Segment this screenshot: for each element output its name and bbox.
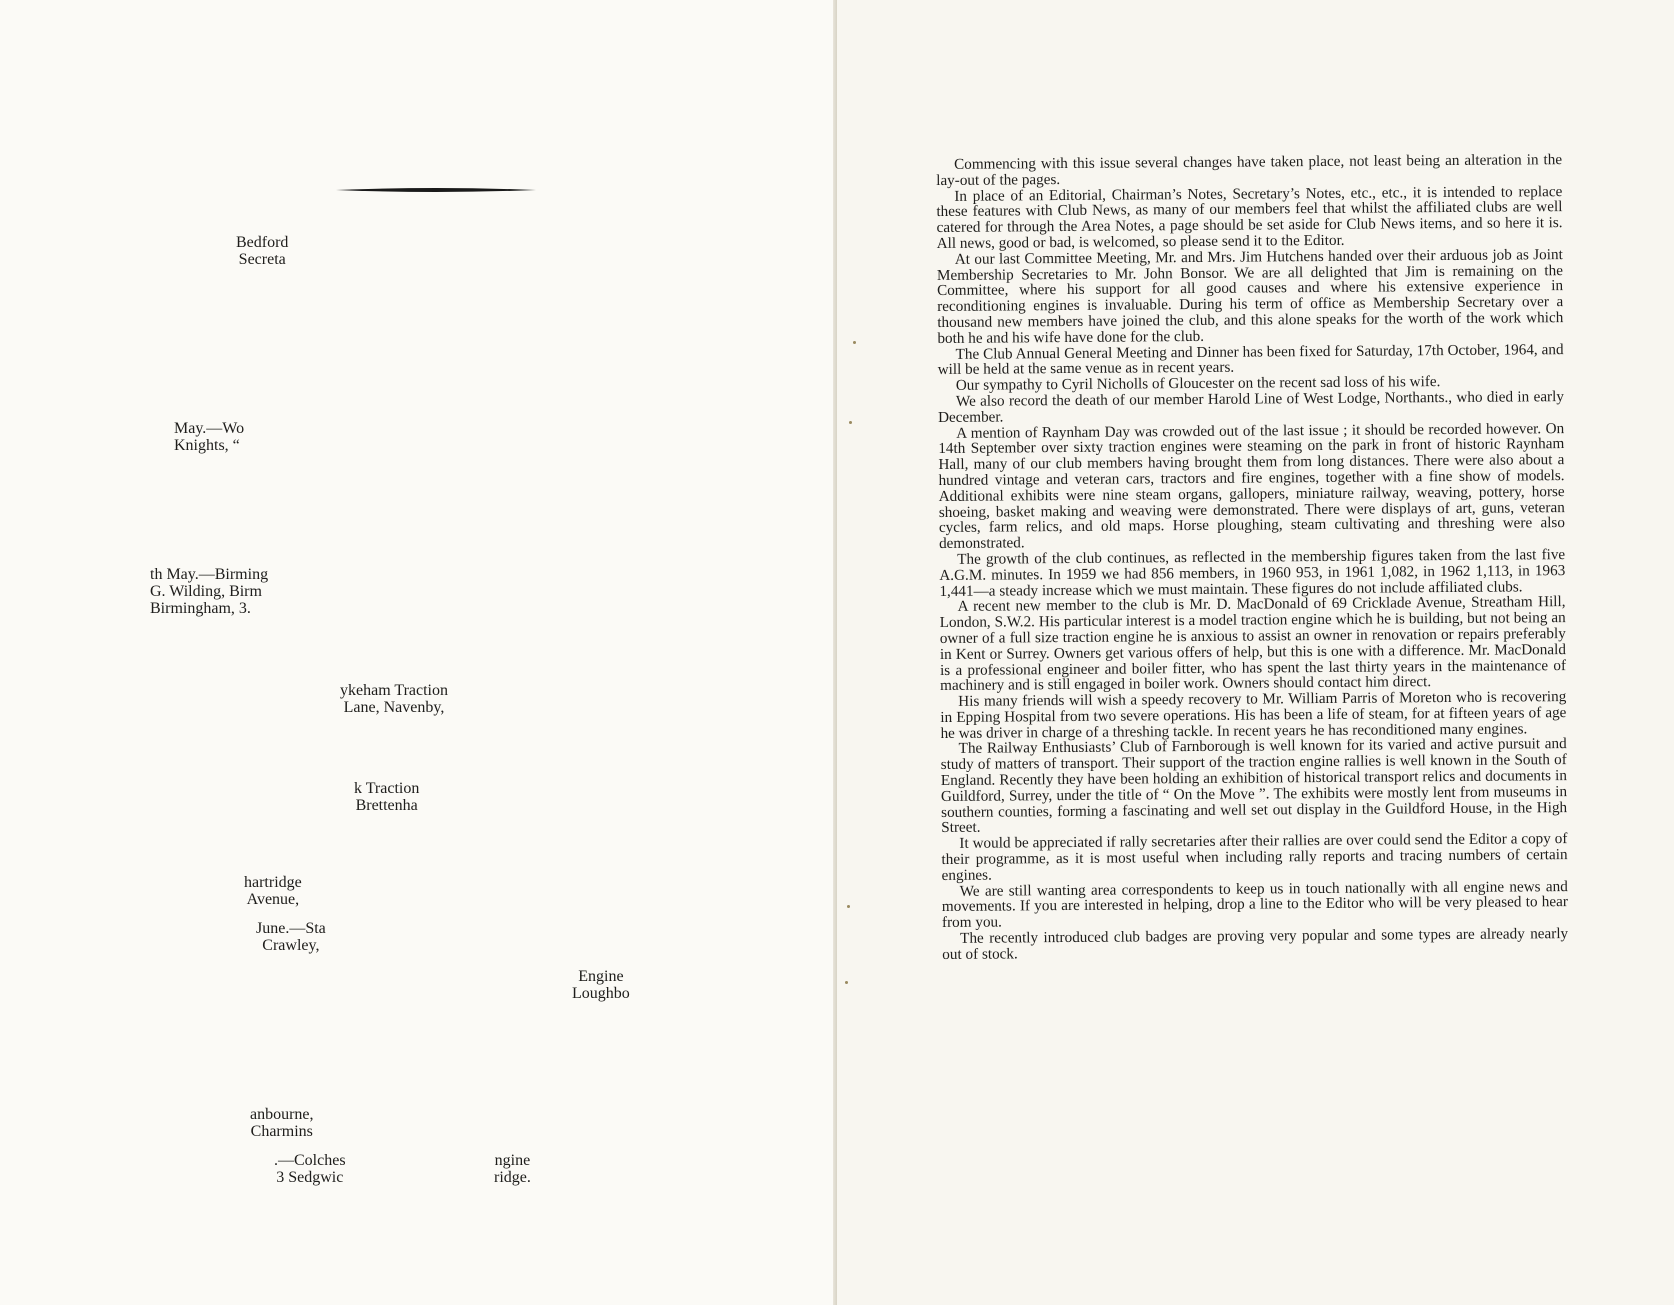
- fragment-line: June.—Sta: [256, 920, 326, 937]
- article-paragraph: We are still wanting area correspondents to keep us in touch nationally with all engine news and movements. If you are interested in helping, drop a line to the Editor who will be very pleased to hear from you.: [941, 877, 1568, 932]
- text-fragment: [244, 874, 302, 908]
- fragment-line: Charmins: [250, 1123, 313, 1140]
- paper-speck: [847, 905, 850, 908]
- fragment-line: Lane, Navenby,: [343, 699, 445, 716]
- article-paragraph: In place of an Editorial, Chairman’s Notes, Secretary’s Notes, etc., etc., it is intended to replace these features with Club News, as many of our members feel that whilst the affiliated clubs are well catered for through the Area Notes, a page should be set aside for Club News items, and so here it is. All news, good or bad, is welcomed, so please send it to the Editor.: [936, 182, 1563, 252]
- fragment-line: Crawley,: [262, 937, 320, 954]
- fragment-line: May.—Wo: [174, 420, 245, 437]
- fragment-line: Secreta: [238, 251, 286, 268]
- paper-speck: [845, 981, 848, 984]
- text-fragment: [494, 1152, 531, 1186]
- article-paragraph: His many friends will wish a speedy recovery to Mr. William Parris of Moreton who is recovering in Epping Hospital from two severe operations. His has been a life of steam, for at fifteen years of age he was driver in charge of a threshing tackle. In recent years he has reconditioned many engines.: [940, 688, 1567, 742]
- text-fragment: [236, 234, 288, 268]
- fragment-line: 3 Sedgwic: [276, 1169, 344, 1186]
- fragment-line: .—Colches: [274, 1152, 346, 1169]
- paper-speck: [853, 341, 856, 344]
- article-paragraph: The Club Annual General Meeting and Dinner has been fixed for Saturday, 17th October, 1964, and will be held at the same venue as in recent years.: [937, 340, 1564, 379]
- decorative-rule: [336, 187, 536, 193]
- article-paragraph: The growth of the club continues, as reflected in the membership figures taken from the last five A.G.M. minutes. In 1959 we had 856 members, in 1960 953, in 1961 1,082, in 1962 1,113, in 1963 1,441—a steady increase which we must maintain. These figures do not include affiliated clubs.: [939, 545, 1566, 600]
- text-fragment: [150, 566, 268, 617]
- fragment-line: th May.—Birming: [150, 566, 269, 583]
- fragment-line: G. Wilding, Birm: [150, 583, 262, 600]
- article-paragraph: At our last Committee Meeting, Mr. and Mrs. Jim Hutchens handed over their arduous job as Joint Membership Secretaries to Mr. John Bonsor. We are all delighted that Jim is remaining on the Committee, where his support for all good causes and where his extensive experience in reconditioning engines is invaluable. During his term of office as Membership Secretary over a thousand new members have joined the club, and this alone speaks for the worth of the work which both he and his wife have done for the club.: [936, 245, 1564, 347]
- fragment-line: ngine: [494, 1152, 531, 1169]
- fragment-line: anbourne,: [250, 1106, 314, 1123]
- paper-speck: [849, 421, 852, 424]
- fragment-line: Brettenha: [355, 797, 418, 814]
- article-paragraph: The Railway Enthusiasts’ Club of Farnborough is well known for its varied and active pursuit and study of matters of transport. Their support of the traction engine rallies is well known in the South of England. Recently they have been holding an exhibition of historical transport relics and documents in Guildford, Surrey, under the title of “ On the Move ”. The exhibits were mostly lent from museums in southern counties, forming a fascinating and well set out display in the Guildford House, in the High Street.: [940, 735, 1568, 837]
- text-fragment: [250, 1106, 314, 1140]
- fragment-line: ykeham Traction: [340, 682, 448, 699]
- article-paragraph: A recent new member to the club is Mr. D. MacDonald of 69 Cricklade Avenue, Streatham Hill, London, S.W.2. His particular interest is a model traction engine which he is building, but not being an owner of a full size traction engine he is anxious to assist an owner in renovation or repairs preferably in Kent or Surrey. Owners get various offers of help, but this is one with a difference. Mr. MacDonald is a professional engineer and boiler fitter, who has spent the last thirty years in the maintenance of machinery and is still engaged in boiler work. Owners should contact him direct.: [939, 593, 1567, 695]
- article-paragraph: It would be appreciated if rally secretaries after their rallies are over could send the Editor a copy of their programme, as it is most useful when including rally reports and tracing numbers of certain engines.: [941, 830, 1568, 884]
- fragment-line: Knights, “: [174, 437, 240, 454]
- text-fragment: [340, 682, 448, 716]
- text-fragment: [274, 1152, 346, 1186]
- text-fragment: [256, 920, 326, 954]
- text-fragment: [354, 780, 419, 814]
- text-fragment: [174, 420, 244, 454]
- article-paragraph: The recently introduced club badges are proving very popular and some types are already nearly out of stock.: [942, 925, 1569, 963]
- fragment-line: k Traction: [354, 780, 420, 797]
- fragment-line: Loughbo: [572, 985, 630, 1002]
- article-paragraph: We also record the death of our member Harold Line of West Lodge, Northants., who died in early December.: [937, 388, 1564, 426]
- article-paragraph: A mention of Raynham Day was crowded out of the last issue ; it should be recorded however. On 14th September over sixty traction engines were steaming on the park in front of historic Raynham Hall, many of our club members having brought them from long distances. There were also about a hundred vintage and veteran cars, tractors and fire engines, together with a fine show of models. Additional exhibits were nine steam organs, gallopers, miniature railway, weaving, pottery, horse shoeing, basket making and weaving were demonstrated. There were displays of art, guns, veteran cycles, farm relics, and old maps. Horse ploughing, steam cultivating and threshing were also demonstrated.: [938, 419, 1565, 553]
- fragment-line: Birmingham, 3.: [150, 600, 251, 617]
- fragment-line: hartridge: [244, 874, 302, 891]
- fragment-line: ridge.: [494, 1169, 531, 1186]
- fragment-line: Avenue,: [246, 891, 300, 908]
- article-paragraph: Commencing with this issue several changes have taken place, not least being an alteration in the lay-out of the pages.: [936, 151, 1563, 189]
- club-news-article: [936, 152, 1568, 963]
- article-paragraph: Our sympathy to Cyril Nicholls of Gloucester on the recent sad loss of his wife.: [955, 373, 1441, 395]
- fragment-line: Engine: [578, 968, 624, 985]
- fragment-line: Bedford: [236, 234, 289, 251]
- text-fragment: [572, 968, 630, 1002]
